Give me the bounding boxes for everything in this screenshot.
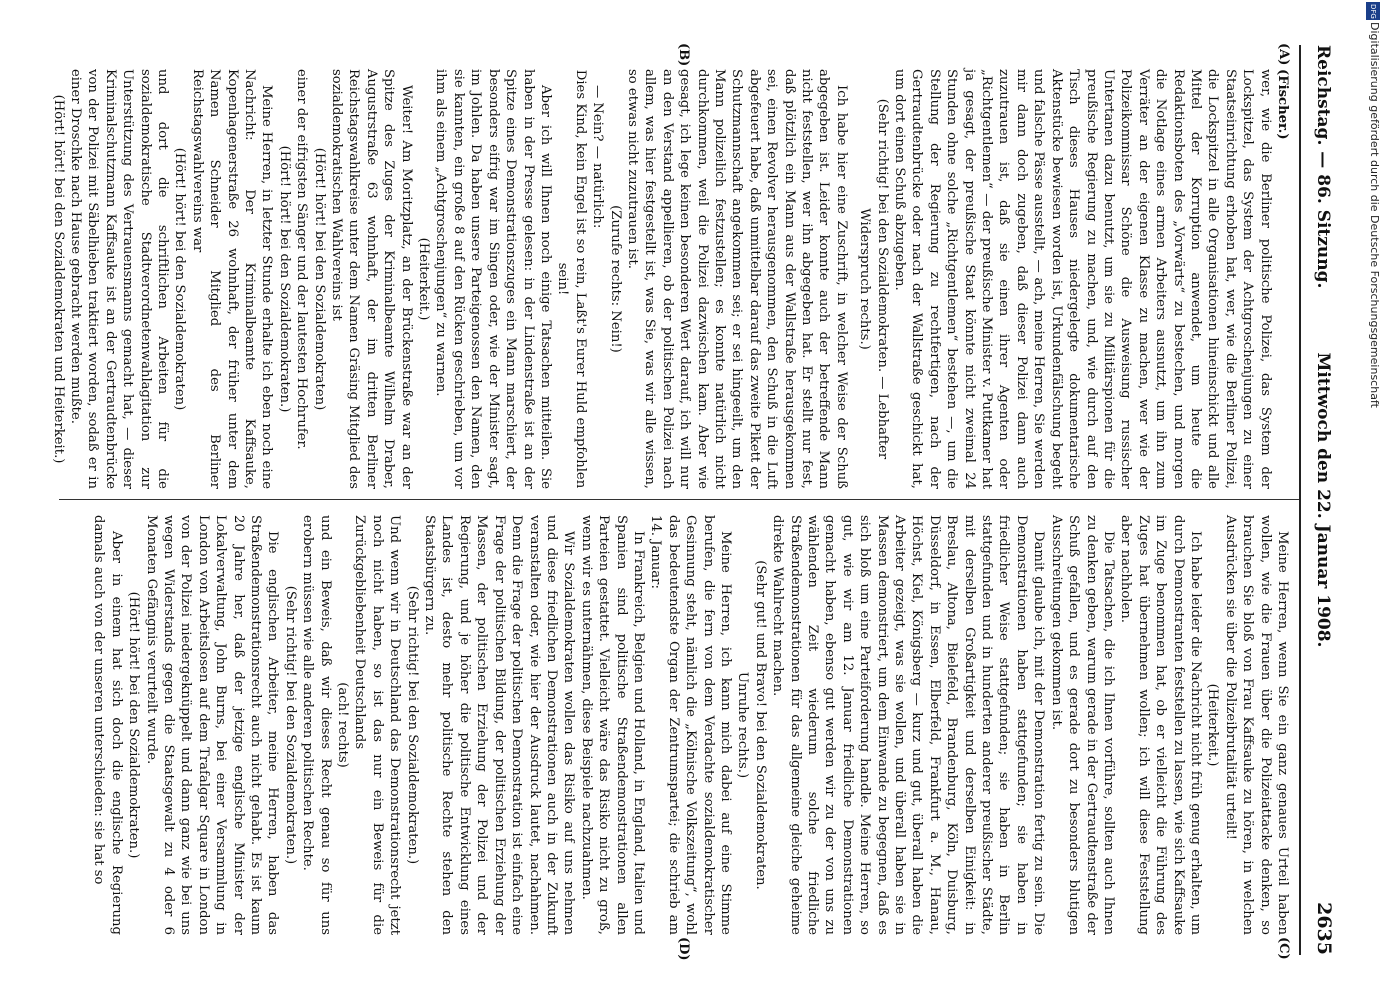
- paragraph: Meine Herren, ich kann mich dabei auf eine Stimme berufen, die fern von dem Verdachte sozialdemokratischer Gesinnung steht, nämlich die „Kölnische Volkszeitung“, wohl das bedeutendste Organ der Zentrumspartei; die schrieb am 14. Januar:: [648, 515, 733, 935]
- interjection: (Hört! hört! bei den Sozialdemokraten.): [276, 145, 292, 413]
- margin-marker-b: (B): [676, 43, 691, 67]
- verse: Dies Kind, kein Engel ist so rein, Laßt's Eurer Huld empfohlen sein!: [555, 69, 588, 489]
- column-divider: [59, 499, 1299, 500]
- header-rule: [1299, 45, 1301, 955]
- page-number: 2635: [1313, 902, 1335, 955]
- rotated-page: [31, 35, 1351, 965]
- paragraph: — Nein? — natürlich:: [590, 85, 606, 229]
- dfg-logo: DFG: [1366, 2, 1380, 20]
- paragraph: Ich habe leider die Nachricht nicht früh genug erhalten, um durch Demonstranten feststellen zu lassen, wie sich Kaffsauke im Zuge benommen hat, ob er vielleicht die Führung des Zuges hat übernehmen wollen; ich will diese Feststellung aber nachholen.: [1118, 515, 1203, 935]
- quotation: In Frankreich, Belgien und Holland, in England, Italien und Spanien sind politische Straßendemonstrationen allen Parteien gestattet. Vielleicht wäre das Risiko nicht zu groß, wenn wir es unternähmen, diese Beispiele nachzuahmen.: [578, 515, 646, 935]
- paragraph: Aber ich will Ihnen noch einige Tatsachen mitteilen. Sie haben in der Presse gelesen: in der Lindenstraße ist an der Spitze eines Demonstrationszuges ein Mann marschiert, der besonders eifrig war im Singen oder, wie der Minister sagt, im Johlen. Da haben unsere Parteigenossen den Namen, den sie kannten, ein große 8 auf den Rücken geschrieben, um vor ihm als einem „Achtgroschenjungen“ zu warnen.: [433, 69, 553, 489]
- paragraph: Aber in einem hat sich doch die englische Regierung damals auch von der unseren unterschieden: sie hat so: [91, 515, 124, 935]
- interjection: (Hört! hört! bei den Sozialdemokraten und Heiterkeit.): [50, 94, 66, 464]
- paragraph: wer, wie die Berliner politische Polizei, das System der Lockspitzel, das System der Achtgroschenjungen zu einer Staatseinrichtung erhoben hat, wer, wie die Berliner Polizei, die Lockspitzel in alle Organisationen hineinschickt und alle Mittel der Korruption anwendet, um heute die Redaktionsboten des „Vorwärts“ zu bestechen, und morgen die Notlage eines armen Arbeiters ausnutzt, um ihn zum Verräter an der eigenen Klasse zu machen, wer wie der Polizeikommissar Schöne die Ausweisung russischer Untertanen dazu benutzt, um sie zu Militärspionen für die preußische Regierung zu machen, und, wie durch auf den Tisch dieses Hauses niedergelegte dokumentarische Aktenstücke bewiesen worden ist, Urkundenfälschung begeht und falsche Pässe ausstellt, — ach, meine Herren, Sie werden mir dann doch zugeben, daß dieser Polizei dann auch zuzutrauen ist, daß sie einen ihrer Agenten oder „Richtgentlemen“ — der preußische Minister v. Puttkamer hat ja gesagt, der preußische Staat könnte nicht zweimal 24 Stunden ohne solche „Richtgentlemen“ bestehen —, um die Stellung der Regierung zu rechtfertigen, nach der Gertraudtenbrücke oder nach der Wallstraße geschickt hat, um dort einen Schuß abzugeben.: [892, 69, 1273, 489]
- right-column: [90, 515, 1291, 935]
- paragraph: Meine Herren, wenn Sie ein ganz genaues Urteil haben wollen, wie die Frauen über die Polizeiattacke denken, so brauchen Sie bloß von Frau Kaffsauke zu hören, in welchen Ausdrücken sie über die Polizeibrutalität urteilt!: [1222, 515, 1290, 935]
- interjection: (Hört! hört! bei den Sozialdemokraten): [172, 147, 188, 411]
- interjection: (Heiterkeit.): [416, 237, 432, 321]
- header-date: Mittwoch den 22. Januar 1908.: [1313, 352, 1333, 648]
- digitization-note: Digitalisierung gefördert durch die Deutsche Forschungsgemeinschaft: [1368, 22, 1381, 408]
- paragraph: und ein Beweis, daß wir dieses Recht genau so für uns erobern müssen wie alle anderen politischen Rechte.: [300, 515, 333, 935]
- interjection: (Sehr richtig! bei den Sozialdemokraten.): [282, 585, 298, 865]
- paragraph: Meine Herren, in letzter Stunde erhalte ich eben noch eine Nachricht: Der Kriminalbeamte Kaffsauke, Kopenhagenerstraße 26 wohnhaft, der früher unter dem Namen Schneider Mitglied des Berliner Reichstagswahlvereins war: [189, 69, 275, 489]
- paragraph: Und wenn wir in Deutschland das Demonstrationsrecht jetzt noch nicht haben, so ist das nur ein Beweis für die Zurückgebliebenheit Deutschlands: [352, 515, 403, 935]
- paragraph: Die englischen Arbeiter, meine Herren, haben das Straßendemonstrationsrecht auch nicht gehabt. Es ist kaum 20 Jahre her, daß der jetzige englische Minister der Lokalverwaltung, John Burns, bei einer Versammlung in London von Arbeitslosen auf dem Trafalgar Square in London von der Polizei niedergeknüppelt und dann ganz wie bei uns wegen Widerstands gegen die Staatsgewalt zu 4 oder 6 Monaten Gefängnis verurteilt wurde.: [143, 515, 281, 935]
- interjection: (Sehr richtig! bei den Sozialdemokraten.): [404, 585, 420, 865]
- interjection: (Sehr richtig! bei den Sozialdemokraten. — Lebhafter Widerspruch rechts.): [857, 98, 890, 460]
- interjection: (Hört! hört! bei den Sozialdemokraten.): [126, 591, 142, 859]
- paragraph: einer der eifrigsten Sänger und der lautesten Hochrufer.: [294, 69, 310, 450]
- text-columns: [50, 43, 1299, 961]
- margin-marker-c: (C): [1276, 937, 1291, 960]
- page-header: [1303, 45, 1341, 955]
- interjection: Unruhe rechts.): [735, 671, 751, 779]
- paragraph: Ich habe hier eine Zuschrift, in welcher Weise der Schuß abgegeben ist. Leider konnte auch der betreffende Mann nicht feststellen, wer ihn abgegeben hat. Er stellt nur fest, daß plötzlich ein Mann aus der Wallstraße herausgekommen sei, einen Revolver herausgenommen, den Schuß in die Luft abgefeuert habe, daß unmittelbar darauf das zweite Pikett der Schutzmannschaft angekommen sei; er sei hingeeilt, um den Mann polizeilich festzustellen; es konnte natürlich nicht durchkommen, weil die Polizei dazwischen kam. Aber wie gesagt, ich lege keinen besonderen Wert darauf, ich will nur an den Verstand appellieren, ob der politischen Polizei nach allem, was hier festgestellt ist, was Sie, was wir alle wissen, so etwas nicht zuzutrauen ist.: [624, 69, 849, 489]
- paragraph: und dort die schriftlichen Arbeiten für die sozialdemokratische Stadtverordnetenwahlagitation zur Unterstützung des Vertrauensmanns gemacht hat, — dieser Kriminalschutzmann Kaffsauke ist an der Gertraudtenbrücke von der Polizei mit Säbelhieben traktiert worden, sodaß er in einer Droschke nach Hause gebracht werden mußte.: [67, 69, 170, 489]
- left-column: [49, 69, 1291, 489]
- paragraph: Damit glaube ich, mit der Demonstration fertig zu sein. Die Demonstrationen haben stattgefunden; sie haben in friedlicher Weise stattgefunden; sie haben in Berlin stattgefunden und in hunderten anderer preußischer Städte, mit derselben Großartigkeit und derselben Einigkeit: in Breslau, Altona, Bielefeld, Brandenburg, Köln, Duisburg, Düsseldorf, in Essen, Elberfeld, Frankfurt a. M., Hanau, Höchst, Kiel, Königsberg — kurz und gut, überall haben die Arbeiter gezeigt, was sie wollen, und überall haben sie in Massen demonstriert, um dem Einwande zu begegnen, daß es sich bloß um eine Parteiforderung handle. Meine Herren, so gut, wie wir am 12. Januar friedliche Demonstrationen gemacht haben, ebenso gut werden wir zu der von uns zu wählenden Zeit wiederum solche friedliche Straßendemonstrationen für das allgemeine gleiche geheime direkte Wahlrecht machen.: [770, 515, 1047, 935]
- interjection: (Hört! hört! bei den Sozialdemokraten): [311, 147, 327, 411]
- interjection: (ach! rechts): [335, 682, 351, 768]
- header-left: Reichstag. — 86. Sitzung.: [1313, 45, 1333, 289]
- margin-marker-a: (A): [1276, 43, 1291, 66]
- paragraph: Weiter! Am Moritzplatz, an der Brückenstraße war an der Spitze des Zuges der Kriminalbeamte Wilhelm Draber, Augustrstraße 63 wohnhaft, der im dritten Berliner Reichstagswahlkreise unter dem Namen Gräsing Mitglied des sozialdemokratischen Wahlvereins ist: [329, 69, 414, 489]
- interjection: (Heiterkeit.): [1205, 683, 1221, 767]
- interjection: (Sehr gut! und Bravo! bei den Sozialdemokraten.: [752, 560, 768, 890]
- interjection: (Zurufe rechts: Nein!): [607, 205, 623, 353]
- speaker-label: (Fischer.): [1275, 69, 1290, 140]
- paragraph: Die Tatsachen, die ich Ihnen vorführe, sollten auch Ihnen zu denken geben, warum gerade in der Gertraudtenstraße der Schuß gefallen, und es gerade dort zu besonders blutigen Ausschreitungen gekommen ist.: [1048, 515, 1116, 935]
- margin-marker-d: (D): [676, 937, 691, 961]
- paragraph: Wir Sozialdemokraten wollen das Risiko auf uns nehmen und diese friedlichen Demonstrationen auch in der Zukunft veranstalten oder, wie hier der Ausdruck lautet, nachahmen. Denn die Frage der politischen Demonstration ist einfach eine Frage der politischen Bildung, der politischen Erziehung der Massen, der politischen Erziehung der Polizei und der Regierung, und je höher die politische Entwicklung eines Landes ist, desto mehr politische Rechte stehen den Staatsbürgern zu.: [422, 515, 577, 935]
